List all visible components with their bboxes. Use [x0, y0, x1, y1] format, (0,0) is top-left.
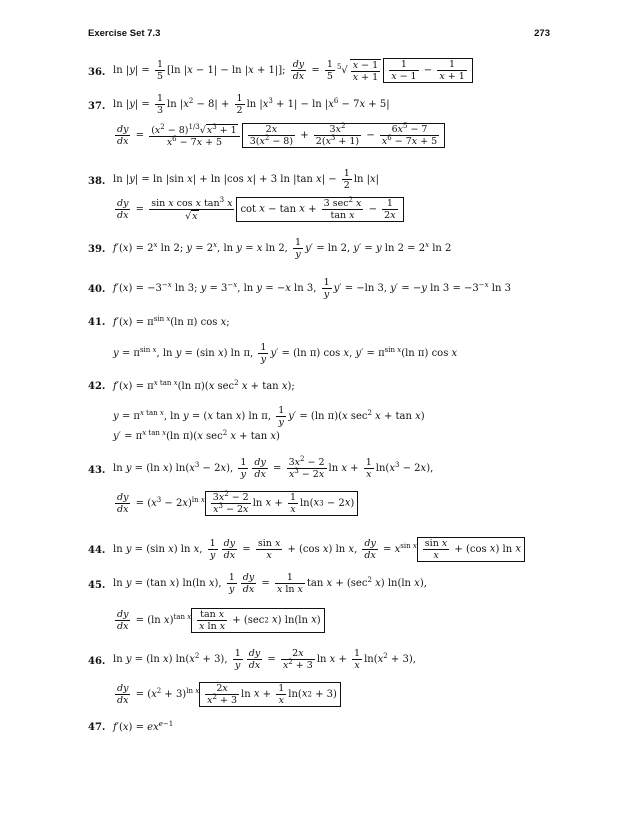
equation: ln |y| = $\frac{1}{5}$ [ln |x − 1| − ln |x + 1|]; $\frac{dy}{dx}$ = $\frac{1}{5}$ $^5$√ $\frac{x - 1}{x + 1}$ $\frac{1}{x - 1}$ − $\frac{1}{x + 1}$	[113, 58, 473, 83]
equation: ln y = (ln x) $\ln(x^2 + 3)$, $\frac{1}{y}$ $\frac{dy}{dx}$ = $\frac{2x}{x^2 + 3}$ ln x + $\frac{1}{x}$ $\ln(x^2 + 3)$,	[113, 648, 416, 671]
exercise-46: 46. ln y = (ln x) $\ln(x^2 + 3)$, $\frac{1}{y}$ $\frac{dy}{dx}$ = $\frac{2x}{x^2 + 3}$ ln x + $\frac{1}{x}$ $\ln(x^2 + 3)$, $\frac{dy}{dx}$ = $(x^2 + 3)^{ln x}$ $\frac{2x}{x^2 + 3}$ ln x + $\frac{1}{x}$ ln(x2 + 3)	[88, 648, 416, 706]
equation: ln y = (ln x) $\ln(x^3 - 2x)$, $\frac{1}{y}$ $\frac{dy}{dx}$ = $\frac{3x^2 - 2}{x^3 - 2x}$ ln x + $\frac{1}{x}$ $\ln(x^3 - 2x)$,	[113, 455, 434, 480]
equation: $f'(x) = ex^{e-1}$	[113, 720, 174, 733]
exercise-37: 37. ln |y| = $\frac{1}{3}$ $\ln |x^2 - 8|$ + $\frac{1}{2}$ $\ln |x^3 + 1| - \ln |x^6 - 7x + 5|$ $\frac{dy}{dx}$ = $\frac{(x^2 - 8)^{1/3}√x^3 + 1}{x^6 - 7x + 5}$ $\frac{2x}{3(x^2 - 8)}$ + $\frac{3x^2}{2(x^3 + 1)}$ − $\frac{6x^5 - 7}{x^6 - 7x + 5}$	[88, 97, 558, 159]
equation: $f'(x) = -3^{-x}$ ln 3; $y = 3^{-x}$, ln y = −x ln 3, $\frac{1}{y}$ y′ = −ln 3, y′ = −y $\ln 3 = -3^{-x}$ ln 3	[113, 277, 511, 300]
exercise-40: 40. $f'(x) = -3^{-x}$ ln 3; $y = 3^{-x}$, ln y = −x ln 3, $\frac{1}{y}$ y′ = −ln 3, y′ = −y $\ln 3 = -3^{-x}$ ln 3	[88, 277, 511, 300]
exercise-36: 36. ln |y| = $\frac{1}{5}$ [ln |x − 1| − ln |x + 1|]; $\frac{dy}{dx}$ = $\frac{1}{5}$ $^5$√ $\frac{x - 1}{x + 1}$ $\frac{1}{x - 1}$ − $\frac{1}{x + 1}$	[88, 58, 558, 88]
exercise-47: 47. $f'(x) = ex^{e-1}$	[88, 720, 174, 733]
exercise-38: 38. ln |y| = ln |sin x| + ln |cos x| + 3 ln |tan x| − $\frac{1}{2}$ ln |x| $\frac{dy}{dx}$ = $\frac{\sin x \cos x \tan^3 x}{√x}$ cot x − tan x + $\frac{3 \sec^2 x}{\text{tan x}}$ − $\frac{1}{2x}$	[88, 172, 558, 234]
exercise-44: 44. ln y = (sin x) ln x, $\frac{1}{y}$ $\frac{dy}{dx}$ = $\frac{\text{sin x}}{x}$ + (cos x) ln x, $\frac{dy}{dx}$ = $x^{sin x}$ $\frac{\text{sin x}}{x}$ + (cos x) ln x	[88, 535, 558, 567]
page-number: 273	[534, 28, 550, 39]
equation: $f'(x) = \pi^{sin x}(\ln$ π) cos x;	[113, 315, 230, 328]
equation: $\frac{dy}{dx}$ = $(x^3 - 2x)^{ln x}$ $\frac{3x^2 - 2}{x^3 - 2x}$ ln x + $\frac{1}{x}$ ln(x3 − 2x)	[113, 491, 358, 516]
equation: ln |y| = $\frac{1}{3}$ $\ln |x^2 - 8|$ + $\frac{1}{2}$ $\ln |x^3 + 1| - \ln |x^6 - 7x + 5|$	[113, 93, 390, 116]
equation: $y = \pi^{sin x}$, ln y = (sin x) ln π, $\frac{1}{y}$ y′ = (ln π) cos x, $y' = \pi^{sin x}(\ln$ π) cos x	[113, 342, 458, 365]
equation: ln |y| = ln |sin x| + ln |cos x| + 3 ln |tan x| − $\frac{1}{2}$ ln |x|	[113, 168, 380, 191]
exercise-39: 39. $f'(x) = 2^x$ ln 2; $y = 2^x$, ln y = x ln 2, $\frac{1}{y}$ y′ = ln 2, y′ = y $\ln 2 = 2^x$ ln 2	[88, 237, 452, 260]
equation: $\frac{dy}{dx}$ = $(x^2 + 3)^{ln x}$ $\frac{2x}{x^2 + 3}$ ln x + $\frac{1}{x}$ ln(x2 + 3)	[113, 682, 341, 707]
exercise-45: 45. ln y = (tan x) ln(ln x), $\frac{1}{y}$ $\frac{dy}{dx}$ = $\frac{1}{\text{x ln x}}$ $\tan x + (\sec^2$ x) ln(ln x), $\frac{dy}{dx}$ = (ln x)$^{tan x}$ $\frac{\text{tan x}}{\text{x ln x}}$ + (sec2 x) ln(ln x)	[88, 572, 427, 632]
equation: ln y = (tan x) ln(ln x), $\frac{1}{y}$ $\frac{dy}{dx}$ = $\frac{1}{\text{x ln x}}$ $\tan x + (\sec^2$ x) ln(ln x),	[113, 572, 427, 595]
exercise-43: 43. ln y = (ln x) $\ln(x^3 - 2x)$, $\frac{1}{y}$ $\frac{dy}{dx}$ = $\frac{3x^2 - 2}{x^3 - 2x}$ ln x + $\frac{1}{x}$ $\ln(x^3 - 2x)$, $\frac{dy}{dx}$ = $(x^3 - 2x)^{ln x}$ $\frac{3x^2 - 2}{x^3 - 2x}$ ln x + $\frac{1}{x}$ ln(x3 − 2x)	[88, 455, 434, 515]
equation: $y = \pi^{x tan x}$, ln y = (x tan x) ln π, $\frac{1}{y}$ y′ = (ln π)(x $\sec^2 x + \tan x$)	[113, 405, 425, 428]
section-title: Exercise Set 7.3	[88, 28, 161, 39]
equation: $y' = \pi^{x tan x}(\ln$ π)(x $\sec^2 x + \tan x$)	[113, 429, 280, 442]
equation: $\frac{dy}{dx}$ = $\frac{(x^2 - 8)^{1/3}√x^3 + 1}{x^6 - 7x + 5}$ $\frac{2x}{3(x^2 - 8)}$ + $\frac{3x^2}{2(x^3 + 1)}$ − $\frac{6x^5 - 7}{x^6 - 7x + 5}$	[113, 123, 445, 148]
running-header	[88, 28, 550, 42]
equation: $\frac{dy}{dx}$ = $\frac{\sin x \cos x \tan^3 x}{√x}$ cot x − tan x + $\frac{3 \sec^2 x}{\text{tan x}}$ − $\frac{1}{2x}$	[113, 197, 404, 222]
equation: ln y = (sin x) ln x, $\frac{1}{y}$ $\frac{dy}{dx}$ = $\frac{\text{sin x}}{x}$ + (cos x) ln x, $\frac{dy}{dx}$ = $x^{sin x}$ $\frac{\text{sin x}}{x}$ + (cos x) ln x	[113, 537, 525, 562]
equation: $f'(x) = \pi^{x tan x}(\ln$ π)(x $\sec^2 x + \tan x$);	[113, 379, 295, 392]
equation: $f'(x) = 2^x$ ln 2; $y = 2^x$, ln y = x ln 2, $\frac{1}{y}$ y′ = ln 2, y′ = y $\ln 2 = 2^x$ ln 2	[113, 237, 452, 260]
exercise-42: 42. $f'(x) = \pi^{x tan x}(\ln$ π)(x $\sec^2 x + \tan x$); $y = \pi^{x tan x}$, ln y = (x tan x) ln π, $\frac{1}{y}$ y′ = (ln π)(x $\sec^2 x + \tan x$) $y' = \pi^{x tan x}(\ln$ π)(x $\sec^2 x + \tan x$)	[88, 379, 425, 442]
equation: $\frac{dy}{dx}$ = (ln x)$^{tan x}$ $\frac{\text{tan x}}{\text{x ln x}}$ + (sec2 x) ln(ln x)	[113, 608, 325, 633]
exercise-41: 41. $f'(x) = \pi^{sin x}(\ln$ π) cos x; $y = \pi^{sin x}$, ln y = (sin x) ln π, $\frac{1}{y}$ y′ = (ln π) cos x, $y' = \pi^{sin x}(\ln$ π) cos x	[88, 315, 458, 365]
